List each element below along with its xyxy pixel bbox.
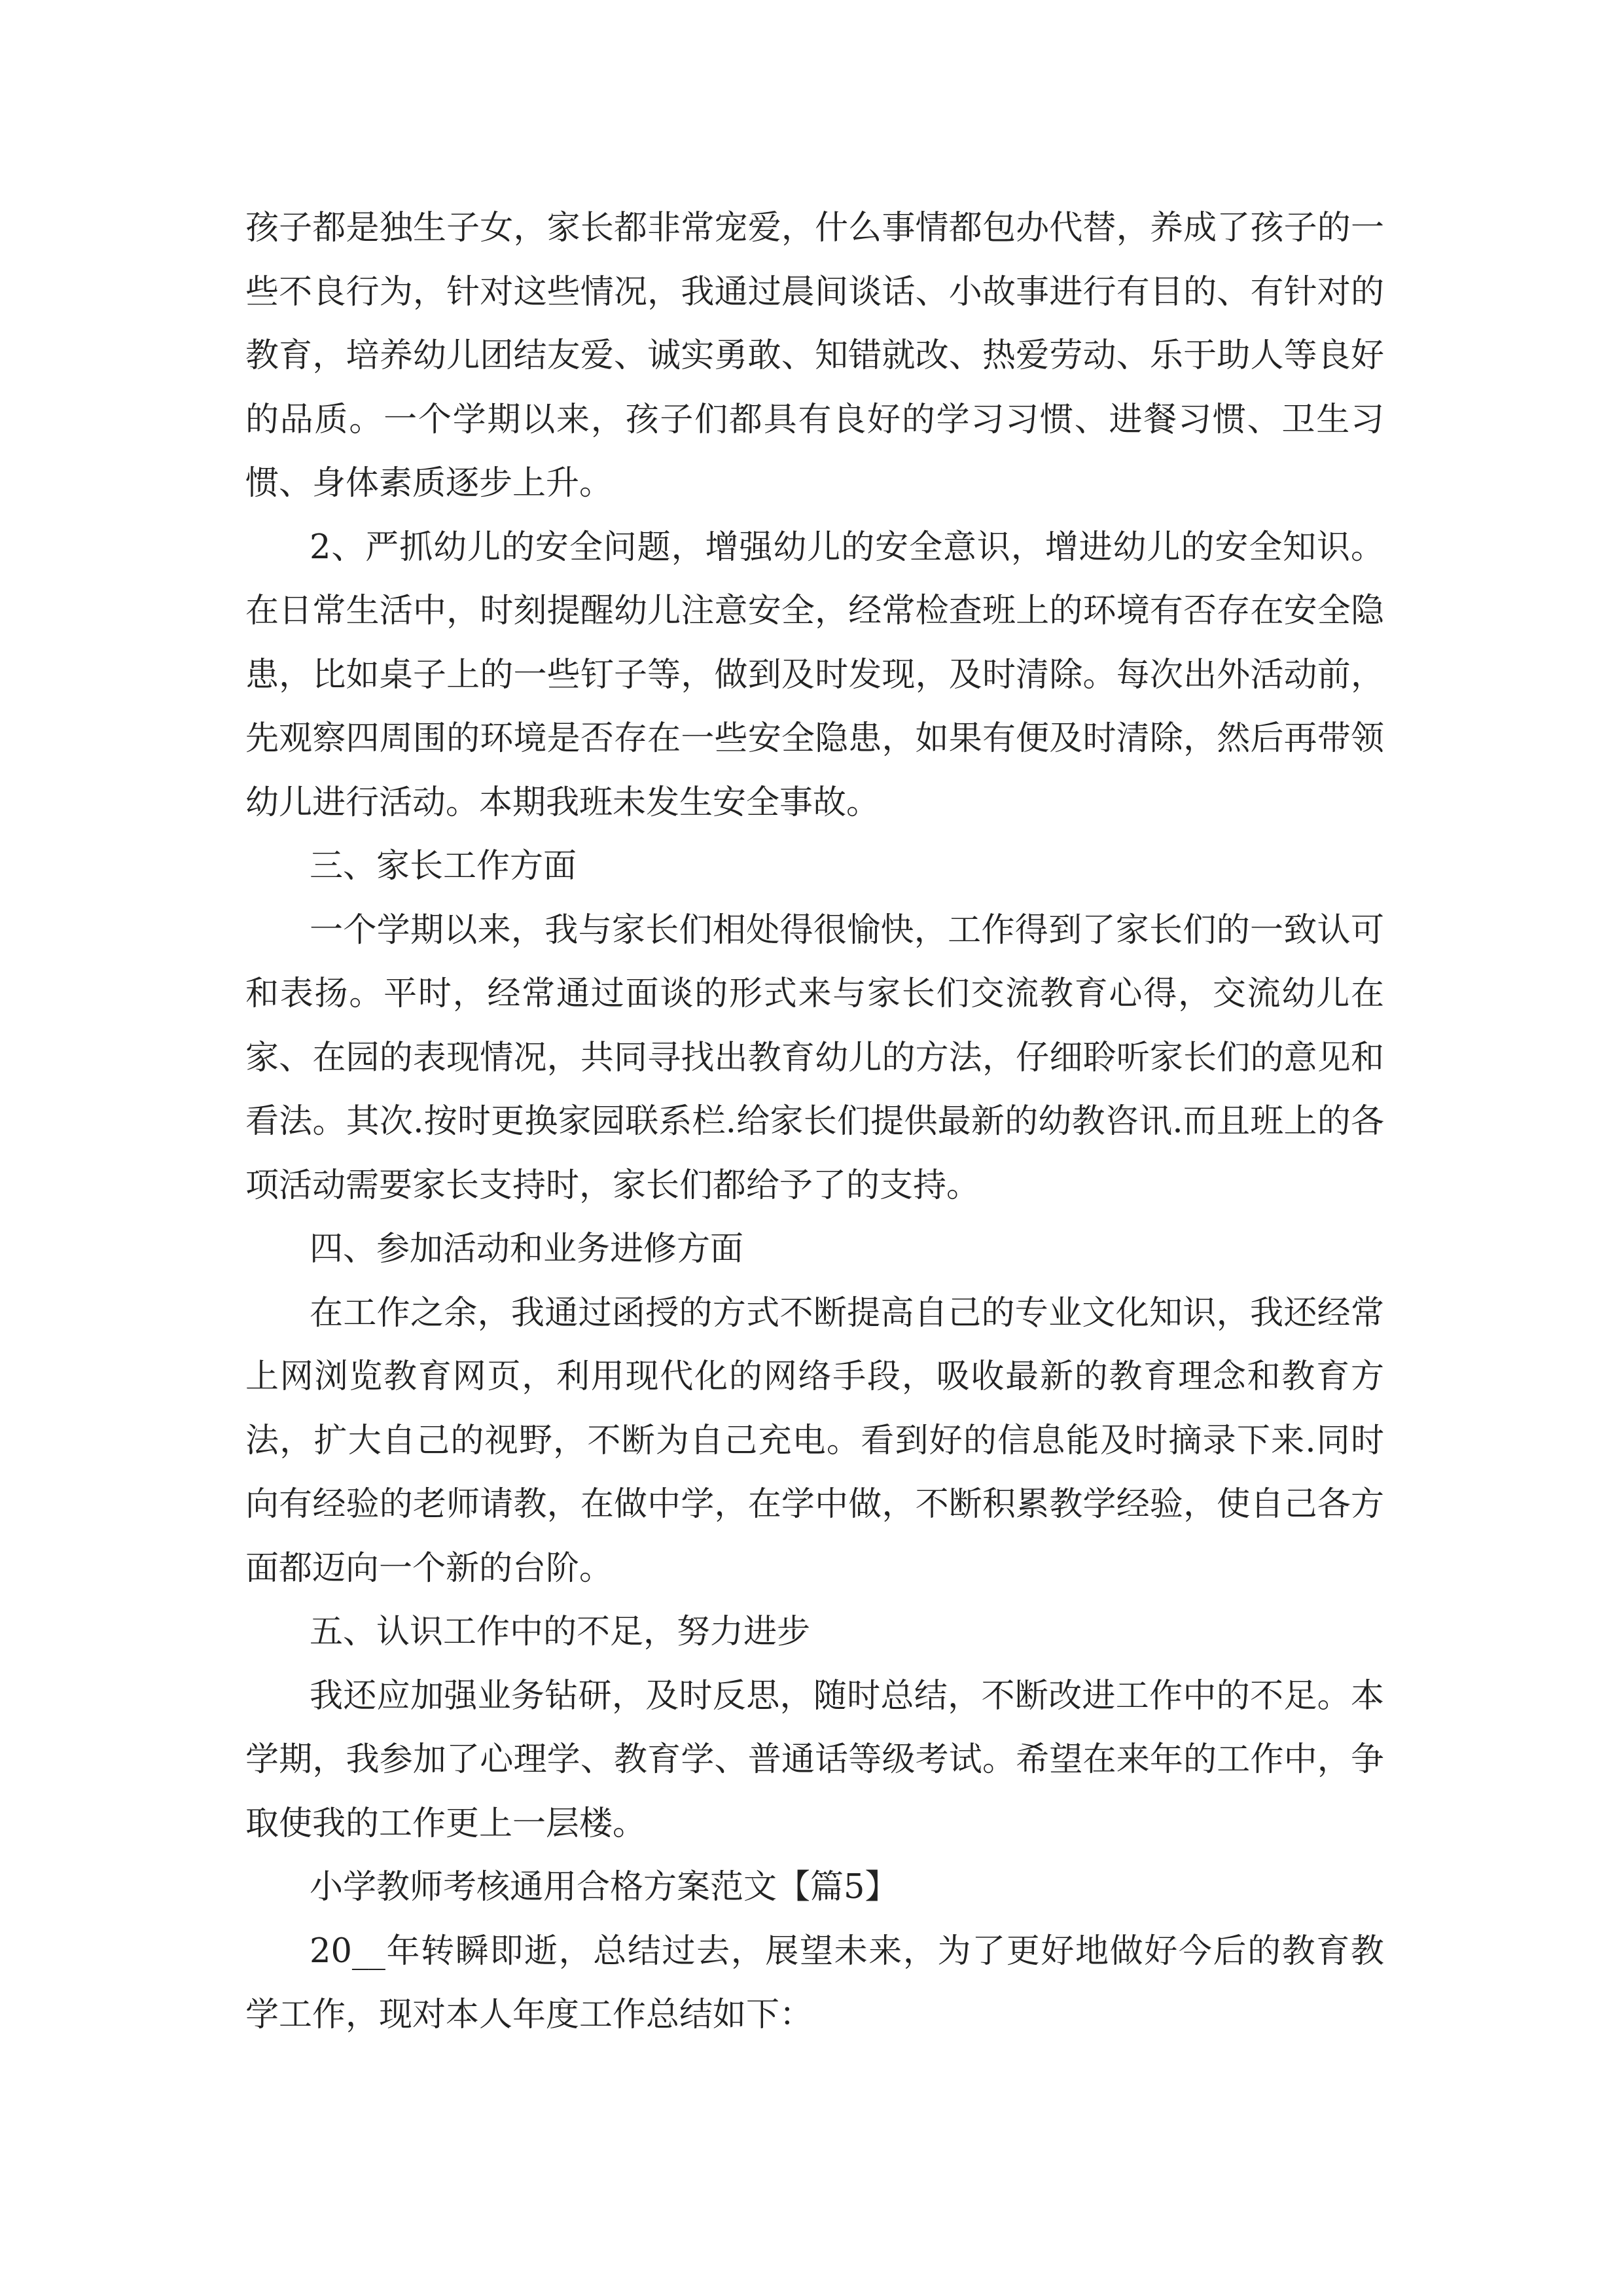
paragraph-shortcomings: 我还应加强业务钻研，及时反思，随时总结，不断改进工作中的不足。本学期，我参加了心理学、教育学、普通话等级考试。希望在来年的工作中，争取使我的工作更上一层楼。 — [245, 1676, 1384, 1843]
heading-activities-training: 四、参加活动和业务进修方面 — [310, 1230, 744, 1268]
paragraph-continued-habits: 孩子都是独生子女，家长都非常宠爱，什么事情都包办代替，养成了孩子的一些不良行为，针对这些情况，我通过晨间谈话、小故事进行有目的、有针对的教育，培养幼儿团结友爱、诚实勇敢、知错就改、热爱劳动、乐于助人等良好的品质。一个学期以来，孩子们都具有良好的学习习惯、进餐习惯、卫生习惯、身体素质逐步上升。 — [245, 209, 1384, 503]
paragraph-activities-training: 在工作之余，我通过函授的方式不断提高自己的专业文化知识，我还经常上网浏览教育网页，利用现代化的网络手段，吸收最新的教育理念和教育方法，扩大自己的视野，不断为自己充电。看到好的信息能及时摘录下来.同时向有经验的老师请教，在做中学，在学中做，不断积累教学经验，使自己各方面都迈向一个新的台阶。 — [245, 1293, 1384, 1588]
paragraph-parent-work: 一个学期以来，我与家长们相处得很愉快，工作得到了家长们的一致认可和表扬。平时，经常通过面谈的形式来与家长们交流教育心得，交流幼儿在家、在园的表现情况，共同寻找出教育幼儿的方法，仔细聆听家长们的意见和看法。其次.按时更换家园联系栏.给家长们提供最新的幼教咨讯.而且班上的各项活动需要家长支持时，家长们都给予了的支持。 — [245, 910, 1384, 1205]
heading-shortcomings: 五、认识工作中的不足，努力进步 — [310, 1613, 811, 1651]
heading-parent-work: 三、家长工作方面 — [310, 847, 577, 886]
paragraph-safety: 2、严抓幼儿的安全问题，增强幼儿的安全意识，增进幼儿的安全知识。在日常生活中，时刻提醒幼儿注意安全，经常检查班上的环境有否存在安全隐患，比如桌子上的一些钉子等，做到及时发现，及时清除。每次出外活动前，先观察四周围的环境是否存在一些安全隐患，如果有便及时清除，然后再带领幼儿进行活动。本期我班未发生安全事故。 — [245, 528, 1384, 822]
document-body — [245, 196, 1384, 2047]
heading-article-5: 小学教师考核通用合格方案范文【篇5】 — [310, 1868, 899, 1907]
paragraph-article-5-intro: 20__年转瞬即逝，总结过去，展望未来，为了更好地做好今后的教育教学工作，现对本人年度工作总结如下： — [245, 1931, 1384, 2034]
